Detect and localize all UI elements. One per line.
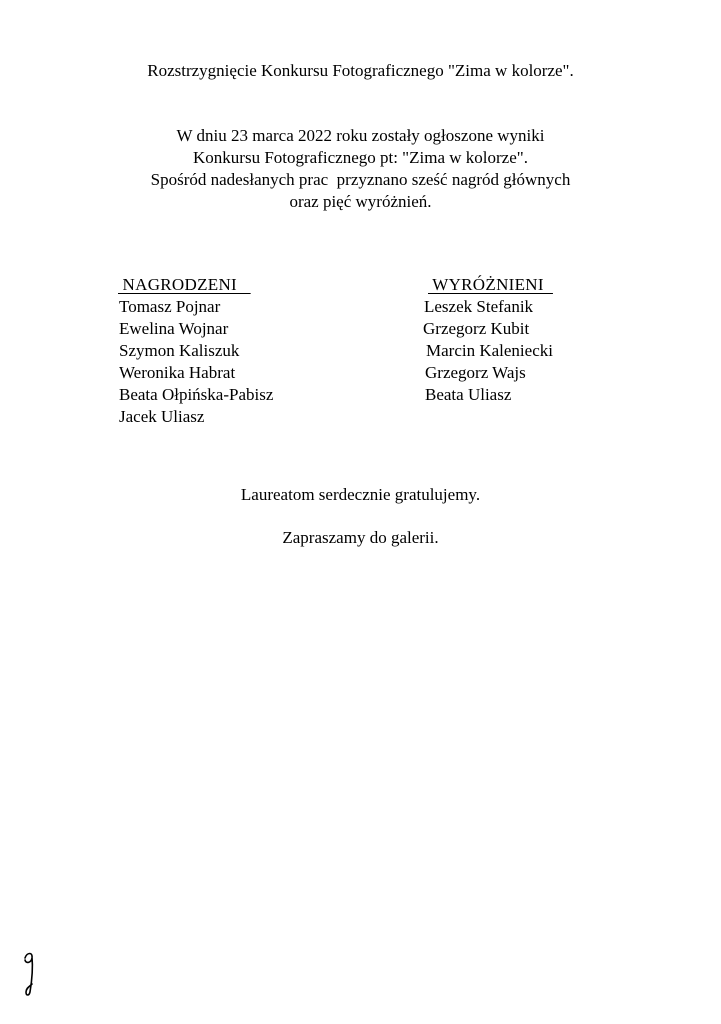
- announcement-paragraph: [0, 125, 721, 213]
- winner-name: Szymon Kaliszuk: [119, 341, 240, 360]
- winners-column: [114, 274, 273, 428]
- distinction-name: Grzegorz Wajs: [425, 363, 526, 382]
- distinction-name: Marcin Kaleniecki: [426, 341, 553, 360]
- congratulations-text: Laureatom serdecznie gratulujemy.: [240, 485, 481, 504]
- winner-name: Beata Ołpińska-Pabisz: [119, 385, 274, 404]
- distinction-name: Beata Uliasz: [425, 385, 512, 404]
- announcement-line-2: Konkursu Fotograficznego pt: "Zima w kolorze".: [193, 148, 528, 167]
- distinctions-list: [424, 296, 553, 406]
- gallery-invite-text: Zapraszamy do galerii.: [282, 528, 439, 547]
- winners-header: NAGRODZENI: [118, 275, 251, 294]
- distinctions-header: WYRÓŻNIENI: [428, 275, 553, 294]
- distinction-name: Grzegorz Kubit: [423, 319, 530, 338]
- winner-name: Tomasz Pojnar: [119, 297, 221, 316]
- announcement-line-1: W dniu 23 marca 2022 roku zostały ogłoszone wyniki: [176, 126, 545, 145]
- announcement-line-3: Spośród nadesłanych prac przyznano sześć nagród głównych: [150, 170, 571, 189]
- winner-name: Jacek Uliasz: [119, 407, 205, 426]
- winner-name: Ewelina Wojnar: [119, 319, 229, 338]
- winners-list: [114, 296, 273, 428]
- announcement-line-4: oraz pięć wyróżnień.: [289, 192, 432, 211]
- handwritten-page-number-icon: [18, 948, 38, 998]
- document-title: Rozstrzygnięcie Konkursu Fotograficznego "Zima w kolorze".: [147, 61, 574, 80]
- distinction-name: Leszek Stefanik: [424, 297, 534, 316]
- winner-name: Weronika Habrat: [119, 363, 236, 382]
- distinctions-column: [424, 274, 553, 406]
